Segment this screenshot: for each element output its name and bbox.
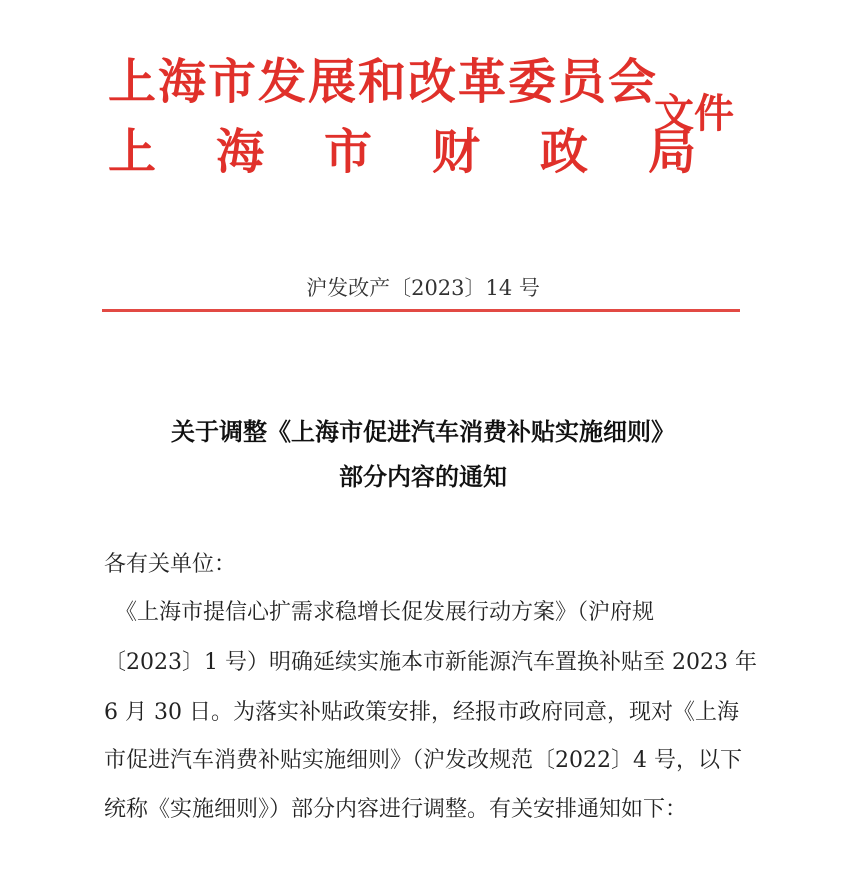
body-line-4: 市促进汽车消费补贴实施细则》（沪发改规范〔2022〕4 号，以下 bbox=[104, 748, 742, 773]
document-title-line2: 部分内容的通知 bbox=[339, 462, 507, 491]
issuer-name-ndrc: 上海市发展和改革委员会 bbox=[108, 54, 659, 110]
body-line-2: 〔2023〕1 号）明确延续实施本市新能源汽车置换补贴至 2023 年 bbox=[104, 650, 757, 675]
issuer-name-finance-bureau: 上海市财政局 bbox=[108, 124, 757, 180]
body-line-1: 《上海市提信心扩需求稳增长促发展行动方案》（沪府规 bbox=[104, 600, 655, 625]
salutation: 各有关单位： bbox=[104, 552, 237, 577]
body-line-5: 统称《实施细则》）部分内容进行调整。有关安排通知如下： bbox=[104, 797, 688, 822]
document-title-line1: 关于调整《上海市促进汽车消费补贴实施细则》 bbox=[171, 417, 675, 446]
body-line-3: 6 月 30 日。为落实补贴政策安排，经报市政府同意，现对《上海 bbox=[104, 700, 739, 725]
doc-type-label: 文件 bbox=[654, 90, 734, 137]
red-divider bbox=[102, 309, 740, 312]
document-number: 沪发改产〔2023〕14 号 bbox=[306, 276, 540, 300]
